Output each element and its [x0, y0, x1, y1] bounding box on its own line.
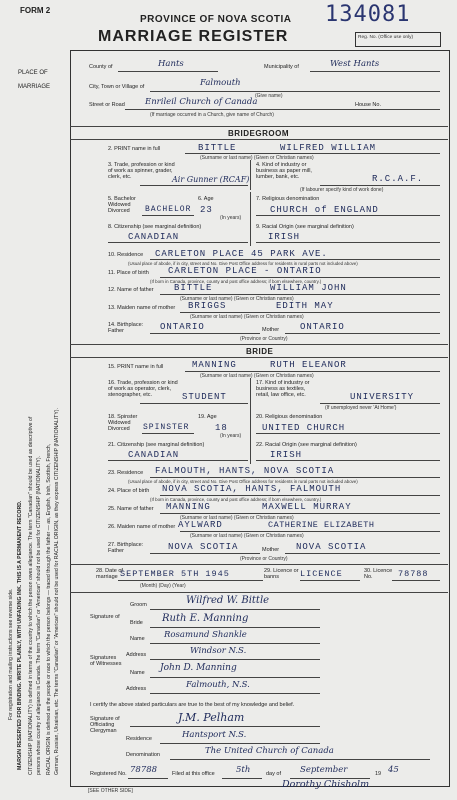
groom-f9-label: 9. Racial Origin (see marginal definition)	[256, 224, 354, 230]
registered-number: 78788	[130, 765, 158, 775]
bride-surname: MANNING	[192, 360, 237, 370]
groom-mother-given: EDITH MAY	[276, 301, 334, 311]
margin-line-5: RACIAL ORIGIN is defined as the people or race to which the person belongs — traced through the father — as, English, Irish, Scottish, French,	[46, 443, 52, 775]
groom-industry-note: (If labourer specify kind of work done)	[300, 187, 384, 193]
witness1-name-label: Name	[130, 636, 145, 642]
city-note: (Give name)	[255, 93, 283, 99]
witness2-address: Falmouth, N.S.	[186, 680, 250, 690]
margin-line-3: CITIZENSHIP (NATIONALITY) is defined in terms of the country to which the person owes allegiance. The term "Canadian" should be used as descriptive of	[28, 416, 34, 775]
clergy-residence-label: Residence	[126, 736, 152, 742]
groom-sig-label: Groom	[130, 602, 147, 608]
bride-age: 18	[215, 423, 228, 433]
groom-age-note: (In years)	[220, 215, 242, 221]
marriage-date: SEPTEMBER 5TH 1945	[120, 569, 230, 579]
groom-f12-label: 12. Name of father	[108, 287, 154, 293]
bridegroom-heading: BRIDEGROOM	[228, 129, 289, 138]
bride-father-surname: MANNING	[166, 502, 211, 512]
signature-of-label: Signature of	[90, 614, 120, 620]
page-title: MARRIAGE REGISTER	[98, 28, 289, 45]
margin-line-6: German, Russian, Ukrainian, etc. The terms "Canadian" or "American" should not be used for RACIAL ORIGIN, as they express CITIZENSHIP (NATIONALITY).	[54, 408, 60, 775]
bride-given: RUTH ELEANOR	[270, 360, 347, 370]
groom-trade: Air Gunner (RCAF)	[172, 175, 250, 184]
groom-f6-label: 6. Age	[198, 196, 214, 202]
groom-prov-note: (Province or Country)	[240, 336, 288, 342]
groom-surname: BITTLE	[198, 143, 237, 153]
groom-f3-label: 3. Trade, profession or kind of work as spinner, grader, clerk, etc.	[108, 162, 175, 181]
reg-no-label: Reg. No. (Office use only)	[358, 35, 414, 40]
registrar-signature: Dorothy Chisholm	[282, 779, 370, 790]
bride-f15-label: 15. PRINT name in full	[108, 364, 164, 370]
filed-month: September	[300, 765, 348, 775]
bride-heading: BRIDE	[246, 347, 274, 356]
bride-f19-label: 19. Age	[198, 414, 217, 420]
groom-religion: CHURCH of ENGLAND	[270, 205, 379, 215]
groom-father-birthplace: ONTARIO	[160, 322, 205, 332]
groom-father-surname: BITTLE	[174, 283, 213, 293]
bride-f20-label: 20. Religious denomination	[256, 414, 323, 420]
groom-given: WILFRED WILLIAM	[280, 143, 377, 153]
certify-text: I certify the above stated particulars are true to the best of my knowledge and belief.	[90, 702, 295, 708]
witness2-name-label: Name	[130, 670, 145, 676]
bride-citizenship: CANADIAN	[128, 450, 180, 460]
bride-residence: FALMOUTH, HANTS, NOVA SCOTIA	[155, 466, 335, 476]
bride-f16-label: 16. Trade, profession or kind of work as operator, clerk, stenographer, etc.	[108, 380, 178, 399]
witness1-address-label: Address	[126, 652, 147, 658]
groom-residence: CARLETON PLACE 45 PARK AVE.	[155, 249, 328, 259]
f28-label: 28. Date of marriage	[96, 568, 123, 581]
filed-label: Filed at this office	[172, 771, 215, 777]
bride-father-note: (Surname or last name) (Given or Christian names)	[180, 515, 294, 521]
place-of-marriage-label: PLACE OF MARRIAGE	[18, 70, 51, 90]
bride-religion: UNITED CHURCH	[262, 423, 346, 433]
groom-f2-label: 2. PRINT name in full	[108, 146, 161, 152]
registered-no-label: Registered No.	[90, 771, 127, 777]
year-prefix: 19	[375, 771, 382, 777]
bride-name-note: (Surname or last name) (Given or Christian names)	[200, 373, 314, 379]
bride-racial: IRISH	[270, 450, 303, 460]
groom-f11-label: 11. Place of birth	[108, 270, 149, 276]
bride-f21-label: 21. Citizenship (see marginal definition)	[108, 442, 205, 448]
bride-signature: Ruth E. Manning	[162, 613, 249, 624]
form-number: FORM 2	[20, 6, 51, 15]
province-heading: PROVINCE OF NOVA SCOTIA	[140, 14, 292, 25]
bride-f25-label: 25. Name of father	[108, 506, 154, 512]
groom-mother-note: (Surname or last name) (Given or Christian names)	[190, 314, 304, 320]
registration-number-handwritten: 134081	[325, 2, 411, 27]
bride-industry-note: (If unemployed never 'At Home')	[325, 405, 397, 411]
bride-f24-label: 24. Place of birth	[108, 488, 150, 494]
groom-industry: R.C.A.F.	[372, 174, 424, 184]
groom-father-note: (Surname or last name) (Given or Christian names)	[180, 296, 294, 302]
groom-mother-label: Mother	[262, 327, 280, 333]
bride-f17-label: 17. Kind of industry or business as textiles, retail, law office, etc.	[256, 380, 310, 399]
groom-f4-label: 4. Kind of industry or business as paper mill, lumber, bank, etc.	[256, 162, 312, 181]
witness2-address-label: Address	[126, 686, 147, 692]
bride-prov-note: (Province or Country)	[240, 556, 288, 562]
groom-f14-label: 14. Birthplace: Father	[108, 322, 144, 335]
clergyman-signature: J.M. Pelham	[178, 711, 245, 724]
bride-f27-label: 27. Birthplace: Father	[108, 542, 144, 555]
groom-father-given: WILLIAM JOHN	[270, 283, 347, 293]
bride-mother-birthplace: NOVA SCOTIA	[296, 542, 367, 552]
clergy-denomination: The United Church of Canada	[205, 746, 334, 756]
bride-sig-label: Bride	[130, 620, 143, 626]
county-value: Hants	[158, 59, 184, 69]
witness1-name: Rosamund Shankle	[164, 630, 247, 640]
marriage-date-note: (Month) (Day) (Year)	[140, 583, 186, 589]
bride-f22-label: 22. Racial Origin (see marginal definition)	[256, 442, 357, 448]
groom-name-note: (Surname or last name) (Given or Christian names)	[200, 155, 314, 161]
bride-mother-surname: AYLWARD	[178, 520, 223, 530]
groom-mother-birthplace: ONTARIO	[300, 322, 345, 332]
groom-age: 23	[200, 205, 213, 215]
bride-residence-note: (Usual place of abode, if in city, street and No. Give Post Office address for residents in rural parts not included above)	[128, 479, 358, 484]
clergy-residence: Hantsport N.S.	[182, 730, 247, 740]
groom-f10-label: 10. Residence	[108, 252, 144, 258]
witnesses-label: Signatures of Witnesses	[90, 655, 122, 668]
groom-racial: IRISH	[268, 232, 301, 242]
bride-industry: UNIVERSITY	[350, 392, 415, 402]
bride-f26-label: 26. Maiden name of mother	[108, 524, 176, 530]
city-value: Falmouth	[200, 78, 241, 88]
municipality-label: Municipality of	[264, 64, 299, 70]
bride-father-birthplace: NOVA SCOTIA	[168, 542, 239, 552]
groom-status: BACHELOR	[145, 205, 192, 214]
filed-day: 5th	[236, 765, 251, 775]
witness1-address: Windsor N.S.	[190, 646, 247, 656]
groom-birthplace-note: (If born in Canada, province, county and post office address; if born elsewhere, country.)	[150, 279, 322, 284]
bride-mother-note: (Surname or last name) (Given or Christian names)	[190, 533, 304, 539]
bride-mother-label: Mother	[262, 547, 280, 553]
licence-type: LICENCE	[300, 569, 343, 579]
groom-f13-label: 13. Maiden name of mother	[108, 305, 176, 311]
filed-year: 45	[388, 765, 399, 775]
groom-birthplace: CARLETON PLACE - ONTARIO	[168, 266, 322, 276]
street-value: Enrileil Church of Canada	[145, 97, 258, 107]
clergyman-label: Signature of Officiating Clergyman	[90, 716, 120, 735]
bride-trade: STUDENT	[182, 392, 227, 402]
bride-status: SPINSTER	[143, 423, 190, 432]
witness2-name: John D. Manning	[160, 663, 237, 673]
day-of-label: day of	[266, 771, 281, 777]
margin-line-1: For registration and mailing instructions see reverse side.	[8, 588, 14, 720]
municipality-value: West Hants	[330, 59, 380, 69]
county-label: County of	[89, 64, 113, 70]
bride-f23-label: 23. Residence	[108, 470, 144, 476]
bride-birthplace: NOVA SCOTIA, HANTS, FALMOUTH	[162, 484, 342, 494]
street-label: Street or Road	[89, 102, 125, 108]
f30-label: 30. Licence No.	[364, 568, 393, 581]
bride-father-given: MAXWELL MURRAY	[262, 502, 352, 512]
groom-residence-note: (Usual place of abode, if in city, street and No. Give Post Office address for residents in rural parts not included above)	[128, 261, 358, 266]
margin-line-4: persons whose country of allegiance is Canada. The term "Canadian" or "American" should not be used for CITIZENSHIP (NATIONALITY).	[36, 455, 42, 775]
f29-label: 29. Licence or banns	[264, 568, 299, 581]
denomination-label: Denomination	[126, 752, 160, 758]
bride-birthplace-note: (If born in Canada, province, county and post office address; if born elsewhere, country.)	[150, 497, 322, 502]
street-note: (If marriage occurred in a Church, give name of Church)	[150, 112, 274, 118]
groom-f8-label: 8. Citizenship (see marginal definition)	[108, 224, 202, 230]
margin-line-2: MARGIN RESERVED FOR BINDING. WRITE PLAINLY, WITH UNFADING INK. THIS IS A PERMANENT RECORD.	[17, 500, 23, 770]
house-no-label: House No.	[355, 102, 381, 108]
licence-number: 78788	[398, 569, 429, 579]
city-label: City, Town or Village of	[89, 84, 145, 90]
bride-age-note: (In years)	[220, 433, 242, 439]
groom-f7-label: 7. Religious denomination	[256, 196, 320, 202]
groom-mother-surname: BRIGGS	[188, 301, 227, 311]
bride-f18-label: 18. Spinster Widowed Divorced	[108, 414, 138, 433]
groom-f5-label: 5. Bachelor Widowed Divorced	[108, 196, 136, 215]
groom-citizenship: CANADIAN	[128, 232, 180, 242]
groom-signature: Wilfred W. Bittle	[186, 595, 270, 606]
see-other-side: [SEE OTHER SIDE]	[88, 788, 133, 794]
bride-mother-given: CATHERINE ELIZABETH	[268, 520, 375, 530]
